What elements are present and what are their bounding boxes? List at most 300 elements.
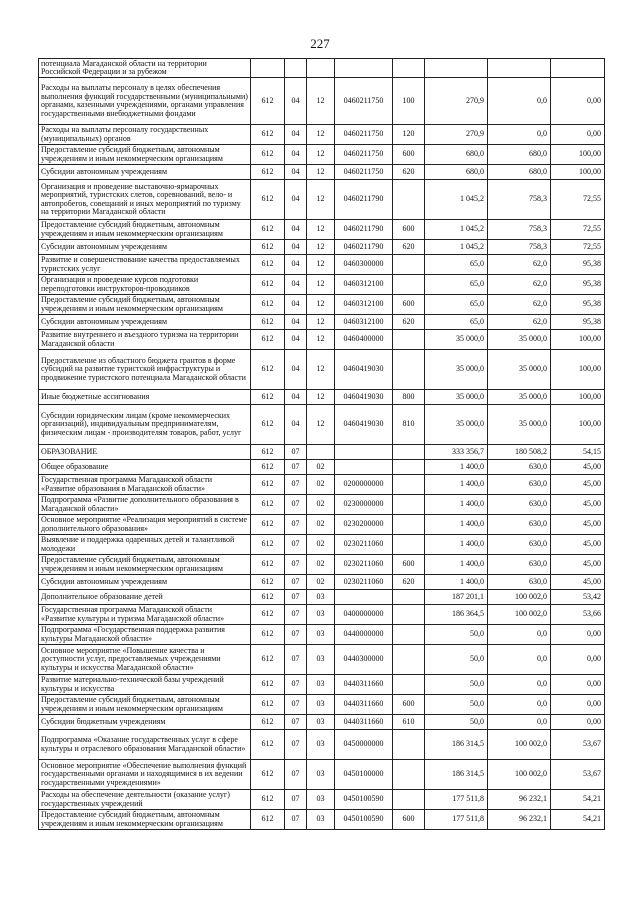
cell-vr [393, 515, 425, 535]
cell-pct: 95,38 [551, 255, 605, 275]
cell-pr: 12 [307, 255, 335, 275]
cell-pr: 12 [307, 220, 335, 240]
cell-plan: 50,0 [425, 645, 488, 675]
cell-pct: 45,00 [551, 495, 605, 515]
cell-csr [335, 445, 393, 460]
cell-vr: 610 [393, 715, 425, 730]
cell-vr [393, 605, 425, 625]
cell-pct: 0,00 [551, 625, 605, 645]
cell-ved: 612 [251, 645, 285, 675]
cell-exec: 0,0 [488, 715, 551, 730]
cell-ved: 612 [251, 145, 285, 165]
cell-name: Подпрограмма «Развитие дополнительного образования в Магаданской области» [39, 495, 251, 515]
table-row [39, 125, 605, 145]
cell-rz: 07 [285, 625, 307, 645]
cell-exec: 0,0 [488, 645, 551, 675]
cell-name: Подпрограмма «Государственная поддержка развития культуры Магаданской области» [39, 625, 251, 645]
cell-pr: 03 [307, 810, 335, 830]
table-row [39, 240, 605, 255]
cell-name: Основное мероприятие «Реализация мероприятий в системе дополнительного образования» [39, 515, 251, 535]
table-row [39, 78, 605, 125]
cell-name: Расходы на обеспечение деятельности (оказание услуг) государственных учреждений [39, 790, 251, 810]
cell-rz: 04 [285, 125, 307, 145]
cell-exec: 630,0 [488, 460, 551, 475]
cell-exec [488, 59, 551, 78]
cell-exec: 35 000,0 [488, 330, 551, 350]
cell-csr [335, 59, 393, 78]
cell-csr: 0230211060 [335, 575, 393, 590]
table-row [39, 605, 605, 625]
cell-pct: 100,00 [551, 390, 605, 405]
cell-rz: 07 [285, 515, 307, 535]
cell-csr: 0450100590 [335, 790, 393, 810]
cell-vr: 600 [393, 295, 425, 315]
cell-rz: 07 [285, 535, 307, 555]
cell-vr: 600 [393, 220, 425, 240]
cell-ved: 612 [251, 605, 285, 625]
table-row [39, 390, 605, 405]
cell-name: Развитие и совершенствование качества предоставляемых туристских услуг [39, 255, 251, 275]
cell-name: Расходы на выплаты персоналу государственных (муниципальных) органов [39, 125, 251, 145]
cell-name: Расходы на выплаты персоналу в целях обеспечения выполнения функций государственными (муниципальными) органами, казенными учреждениями, органами управления государственными внебюджетными фондами [39, 78, 251, 125]
cell-vr [393, 255, 425, 275]
cell-pr: 12 [307, 180, 335, 220]
table-row [39, 535, 605, 555]
cell-name: Субсидии бюджетным учреждениям [39, 715, 251, 730]
cell-pct: 100,00 [551, 330, 605, 350]
cell-pct: 45,00 [551, 555, 605, 575]
cell-rz: 04 [285, 165, 307, 180]
cell-csr: 0460211750 [335, 165, 393, 180]
cell-pr: 12 [307, 295, 335, 315]
cell-vr [393, 495, 425, 515]
cell-plan: 65,0 [425, 275, 488, 295]
cell-pr: 12 [307, 405, 335, 445]
cell-rz: 07 [285, 445, 307, 460]
cell-pr: 03 [307, 715, 335, 730]
cell-csr: 0460400000 [335, 330, 393, 350]
cell-pct: 0,00 [551, 125, 605, 145]
table-row [39, 59, 605, 78]
cell-vr [393, 645, 425, 675]
table-row [39, 790, 605, 810]
cell-plan: 186 314,5 [425, 760, 488, 790]
cell-plan: 680,0 [425, 145, 488, 165]
cell-rz: 07 [285, 495, 307, 515]
table-row [39, 220, 605, 240]
cell-csr: 0460211790 [335, 240, 393, 255]
cell-exec: 0,0 [488, 125, 551, 145]
cell-rz: 04 [285, 78, 307, 125]
cell-pct: 72,55 [551, 240, 605, 255]
cell-ved: 612 [251, 790, 285, 810]
cell-rz: 07 [285, 645, 307, 675]
cell-pct: 54,21 [551, 810, 605, 830]
cell-csr: 0230200000 [335, 515, 393, 535]
cell-csr: 0450100590 [335, 810, 393, 830]
cell-exec: 35 000,0 [488, 390, 551, 405]
table-row [39, 460, 605, 475]
cell-name: Организация и проведение выставочно-ярмарочных мероприятий, туристских слетов, соревнований, вело- и автопробегов, совещаний и иных мероприятий по туризму на территории Магаданской области [39, 180, 251, 220]
cell-vr [393, 675, 425, 695]
cell-pct: 95,38 [551, 315, 605, 330]
table-row [39, 575, 605, 590]
cell-ved: 612 [251, 295, 285, 315]
cell-vr: 600 [393, 145, 425, 165]
table-row [39, 695, 605, 715]
cell-vr [393, 445, 425, 460]
cell-vr: 600 [393, 555, 425, 575]
cell-pct: 100,00 [551, 165, 605, 180]
cell-plan: 35 000,0 [425, 390, 488, 405]
cell-pct: 0,00 [551, 675, 605, 695]
cell-csr [335, 460, 393, 475]
cell-ved: 612 [251, 730, 285, 760]
cell-exec: 35 000,0 [488, 350, 551, 390]
cell-name: Развитие материально-технической базы учреждений культуры и искусства [39, 675, 251, 695]
cell-pct: 54,21 [551, 790, 605, 810]
cell-pct: 54,15 [551, 445, 605, 460]
cell-name: Субсидии юридическим лицам (кроме некоммерческих организаций), индивидуальным предпринимателям, физическим лицам - производителям товаров, работ, услуг [39, 405, 251, 445]
cell-exec: 680,0 [488, 165, 551, 180]
cell-vr [393, 350, 425, 390]
cell-rz: 04 [285, 295, 307, 315]
cell-ved: 612 [251, 590, 285, 605]
cell-csr: 0400000000 [335, 605, 393, 625]
cell-rz: 07 [285, 730, 307, 760]
cell-exec: 180 508,2 [488, 445, 551, 460]
cell-pct: 72,55 [551, 220, 605, 240]
cell-plan: 177 511,8 [425, 810, 488, 830]
cell-exec: 100 002,0 [488, 760, 551, 790]
cell-plan: 1 045,2 [425, 180, 488, 220]
cell-ved: 612 [251, 350, 285, 390]
cell-pr: 02 [307, 555, 335, 575]
cell-exec: 0,0 [488, 675, 551, 695]
cell-exec: 630,0 [488, 515, 551, 535]
cell-plan: 186 364,5 [425, 605, 488, 625]
cell-plan: 50,0 [425, 695, 488, 715]
cell-pr [307, 59, 335, 78]
cell-pct: 45,00 [551, 460, 605, 475]
cell-exec: 35 000,0 [488, 405, 551, 445]
cell-pct: 53,66 [551, 605, 605, 625]
cell-vr [393, 760, 425, 790]
cell-vr [393, 330, 425, 350]
cell-ved: 612 [251, 810, 285, 830]
cell-pr: 12 [307, 240, 335, 255]
cell-ved: 612 [251, 275, 285, 295]
cell-rz: 04 [285, 255, 307, 275]
cell-ved: 612 [251, 445, 285, 460]
cell-rz: 04 [285, 275, 307, 295]
cell-pr: 03 [307, 605, 335, 625]
cell-pct: 45,00 [551, 475, 605, 495]
cell-csr: 0460211790 [335, 180, 393, 220]
cell-exec: 62,0 [488, 295, 551, 315]
cell-ved: 612 [251, 220, 285, 240]
cell-pct: 53,67 [551, 760, 605, 790]
cell-name: Организация и проведение курсов подготовки переподготовки инструкторов-проводников [39, 275, 251, 295]
table-row [39, 495, 605, 515]
table-row [39, 445, 605, 460]
cell-ved: 612 [251, 165, 285, 180]
cell-ved: 612 [251, 555, 285, 575]
cell-rz: 04 [285, 405, 307, 445]
cell-pct: 0,00 [551, 715, 605, 730]
cell-name: Субсидии автономным учреждениям [39, 575, 251, 590]
cell-plan: 65,0 [425, 295, 488, 315]
cell-vr [393, 59, 425, 78]
cell-plan: 1 400,0 [425, 555, 488, 575]
cell-pr: 03 [307, 590, 335, 605]
cell-name: Предоставление из областного бюджета грантов в форме субсидий на развитие туристской инфраструктуры и продвижение туристского потенциала Магаданской области [39, 350, 251, 390]
cell-pr: 03 [307, 790, 335, 810]
cell-csr: 0460211750 [335, 125, 393, 145]
cell-plan: 186 314,5 [425, 730, 488, 760]
table-row [39, 315, 605, 330]
cell-ved: 612 [251, 535, 285, 555]
cell-pr: 02 [307, 535, 335, 555]
cell-pr: 12 [307, 330, 335, 350]
cell-rz: 07 [285, 605, 307, 625]
cell-rz: 04 [285, 145, 307, 165]
cell-vr: 600 [393, 810, 425, 830]
table-row [39, 645, 605, 675]
cell-ved: 612 [251, 475, 285, 495]
cell-pr: 02 [307, 515, 335, 535]
cell-pr: 03 [307, 695, 335, 715]
cell-plan: 50,0 [425, 625, 488, 645]
cell-ved: 612 [251, 405, 285, 445]
table-row [39, 145, 605, 165]
cell-name: Предоставление субсидий бюджетным, автономным учреждениям и иным некоммерческим организациям [39, 695, 251, 715]
cell-rz: 07 [285, 555, 307, 575]
cell-plan: 1 045,2 [425, 220, 488, 240]
cell-name: Предоставление субсидий бюджетным, автономным учреждениям и иным некоммерческим организациям [39, 145, 251, 165]
cell-exec: 630,0 [488, 495, 551, 515]
table-row [39, 555, 605, 575]
cell-plan: 187 201,1 [425, 590, 488, 605]
cell-vr [393, 790, 425, 810]
cell-ved: 612 [251, 330, 285, 350]
cell-vr [393, 180, 425, 220]
cell-vr [393, 590, 425, 605]
cell-ved: 612 [251, 390, 285, 405]
cell-pr: 12 [307, 78, 335, 125]
cell-vr: 120 [393, 125, 425, 145]
cell-exec: 96 232,1 [488, 790, 551, 810]
cell-ved: 612 [251, 625, 285, 645]
cell-vr: 100 [393, 78, 425, 125]
cell-name: Субсидии автономным учреждениям [39, 165, 251, 180]
cell-rz: 07 [285, 810, 307, 830]
cell-plan: 1 400,0 [425, 515, 488, 535]
cell-pct: 53,67 [551, 730, 605, 760]
cell-plan: 1 400,0 [425, 475, 488, 495]
cell-pr: 03 [307, 675, 335, 695]
cell-exec: 100 002,0 [488, 590, 551, 605]
cell-csr: 0440311660 [335, 715, 393, 730]
cell-vr [393, 460, 425, 475]
cell-rz: 07 [285, 790, 307, 810]
cell-name: потенциала Магаданской области на территории Российской Федерации и за рубежом [39, 59, 251, 78]
cell-csr: 0460300000 [335, 255, 393, 275]
cell-pr: 02 [307, 475, 335, 495]
cell-pct: 72,55 [551, 180, 605, 220]
cell-pr: 02 [307, 495, 335, 515]
cell-exec: 0,0 [488, 625, 551, 645]
cell-rz [285, 59, 307, 78]
table-row [39, 350, 605, 390]
cell-rz: 07 [285, 675, 307, 695]
cell-pr: 02 [307, 575, 335, 590]
cell-name: Предоставление субсидий бюджетным, автономным учреждениям и иным некоммерческим организациям [39, 555, 251, 575]
cell-pct: 0,00 [551, 645, 605, 675]
cell-name: Субсидии автономным учреждениям [39, 240, 251, 255]
cell-vr: 810 [393, 405, 425, 445]
cell-name: Предоставление субсидий бюджетным, автономным учреждениям и иным некоммерческим организациям [39, 220, 251, 240]
table-row [39, 515, 605, 535]
cell-exec: 758,3 [488, 180, 551, 220]
cell-ved: 612 [251, 760, 285, 790]
cell-rz: 07 [285, 475, 307, 495]
cell-plan [425, 59, 488, 78]
cell-vr: 620 [393, 575, 425, 590]
cell-name: Общее образование [39, 460, 251, 475]
cell-csr: 0460312100 [335, 275, 393, 295]
cell-vr [393, 625, 425, 645]
cell-ved: 612 [251, 575, 285, 590]
cell-plan: 1 400,0 [425, 535, 488, 555]
cell-name: Государственная программа Магаданской области «Развитие культуры и туризма Магаданской области» [39, 605, 251, 625]
cell-plan: 35 000,0 [425, 350, 488, 390]
cell-plan: 50,0 [425, 715, 488, 730]
table-row [39, 475, 605, 495]
cell-exec: 62,0 [488, 255, 551, 275]
cell-plan: 270,9 [425, 78, 488, 125]
cell-ved: 612 [251, 315, 285, 330]
cell-csr: 0460419030 [335, 390, 393, 405]
cell-vr: 800 [393, 390, 425, 405]
cell-plan: 270,9 [425, 125, 488, 145]
cell-name: ОБРАЗОВАНИЕ [39, 445, 251, 460]
cell-rz: 07 [285, 575, 307, 590]
cell-plan: 333 356,7 [425, 445, 488, 460]
cell-name: Основное мероприятие «Повышение качества и доступности услуг, предоставляемых учреждениями культуры и искусства Магаданской области» [39, 645, 251, 675]
cell-csr: 0440311660 [335, 695, 393, 715]
cell-pr: 12 [307, 125, 335, 145]
cell-name: Развитие внутреннего и въездного туризма на территории Магаданской области [39, 330, 251, 350]
cell-ved: 612 [251, 460, 285, 475]
table-row [39, 625, 605, 645]
cell-name: Субсидии автономным учреждениям [39, 315, 251, 330]
cell-csr: 0460211790 [335, 220, 393, 240]
page-number: 227 [310, 36, 330, 51]
cell-rz: 04 [285, 180, 307, 220]
table-row [39, 405, 605, 445]
cell-pct [551, 59, 605, 78]
cell-ved: 612 [251, 695, 285, 715]
cell-pct: 53,42 [551, 590, 605, 605]
cell-name: Иные бюджетные ассигнования [39, 390, 251, 405]
cell-pct: 100,00 [551, 145, 605, 165]
cell-vr: 620 [393, 315, 425, 330]
cell-pr: 12 [307, 275, 335, 295]
cell-csr: 0440300000 [335, 645, 393, 675]
cell-rz: 04 [285, 220, 307, 240]
cell-csr: 0450100000 [335, 760, 393, 790]
cell-name: Предоставление субсидий бюджетным, автономным учреждениям и иным некоммерческим организациям [39, 810, 251, 830]
cell-pct: 45,00 [551, 575, 605, 590]
cell-plan: 1 400,0 [425, 460, 488, 475]
cell-exec: 630,0 [488, 535, 551, 555]
cell-csr: 0230211060 [335, 555, 393, 575]
cell-pr: 12 [307, 165, 335, 180]
cell-ved: 612 [251, 715, 285, 730]
cell-pct: 100,00 [551, 350, 605, 390]
table-row [39, 180, 605, 220]
table-row [39, 275, 605, 295]
cell-name: Подпрограмма «Оказание государственных услуг в сфере культуры и отраслевого образования Магаданской области» [39, 730, 251, 760]
cell-pct: 95,38 [551, 295, 605, 315]
cell-plan: 35 000,0 [425, 330, 488, 350]
cell-name: Предоставление субсидий бюджетным, автономным учреждениям и иным некоммерческим организациям [39, 295, 251, 315]
table-row [39, 330, 605, 350]
cell-pr: 12 [307, 315, 335, 330]
cell-pr: 12 [307, 350, 335, 390]
cell-pct: 45,00 [551, 515, 605, 535]
cell-rz: 04 [285, 330, 307, 350]
cell-plan: 177 511,8 [425, 790, 488, 810]
cell-exec: 680,0 [488, 145, 551, 165]
cell-vr [393, 535, 425, 555]
cell-csr: 0460312100 [335, 295, 393, 315]
cell-vr: 620 [393, 165, 425, 180]
cell-csr: 0460312100 [335, 315, 393, 330]
cell-ved: 612 [251, 255, 285, 275]
cell-plan: 35 000,0 [425, 405, 488, 445]
table-row [39, 165, 605, 180]
cell-exec: 0,0 [488, 78, 551, 125]
table-row [39, 255, 605, 275]
cell-exec: 630,0 [488, 555, 551, 575]
cell-exec: 630,0 [488, 475, 551, 495]
cell-ved [251, 59, 285, 78]
cell-vr [393, 730, 425, 760]
cell-csr: 0460211750 [335, 78, 393, 125]
table-row [39, 730, 605, 760]
cell-vr: 620 [393, 240, 425, 255]
cell-rz: 07 [285, 460, 307, 475]
cell-ved: 612 [251, 78, 285, 125]
cell-csr: 0460419030 [335, 405, 393, 445]
cell-rz: 07 [285, 715, 307, 730]
cell-vr [393, 275, 425, 295]
cell-exec: 96 232,1 [488, 810, 551, 830]
cell-pr: 02 [307, 460, 335, 475]
cell-csr: 0440311660 [335, 675, 393, 695]
cell-pct: 95,38 [551, 275, 605, 295]
cell-name: Основное мероприятие «Обеспечение выполнения функций государственными органами и находящимися в их ведении государственными учреждениями» [39, 760, 251, 790]
cell-ved: 612 [251, 495, 285, 515]
cell-rz: 04 [285, 350, 307, 390]
cell-csr: 0230211060 [335, 535, 393, 555]
cell-plan: 680,0 [425, 165, 488, 180]
cell-plan: 65,0 [425, 315, 488, 330]
cell-plan: 1 045,2 [425, 240, 488, 255]
cell-exec: 62,0 [488, 315, 551, 330]
